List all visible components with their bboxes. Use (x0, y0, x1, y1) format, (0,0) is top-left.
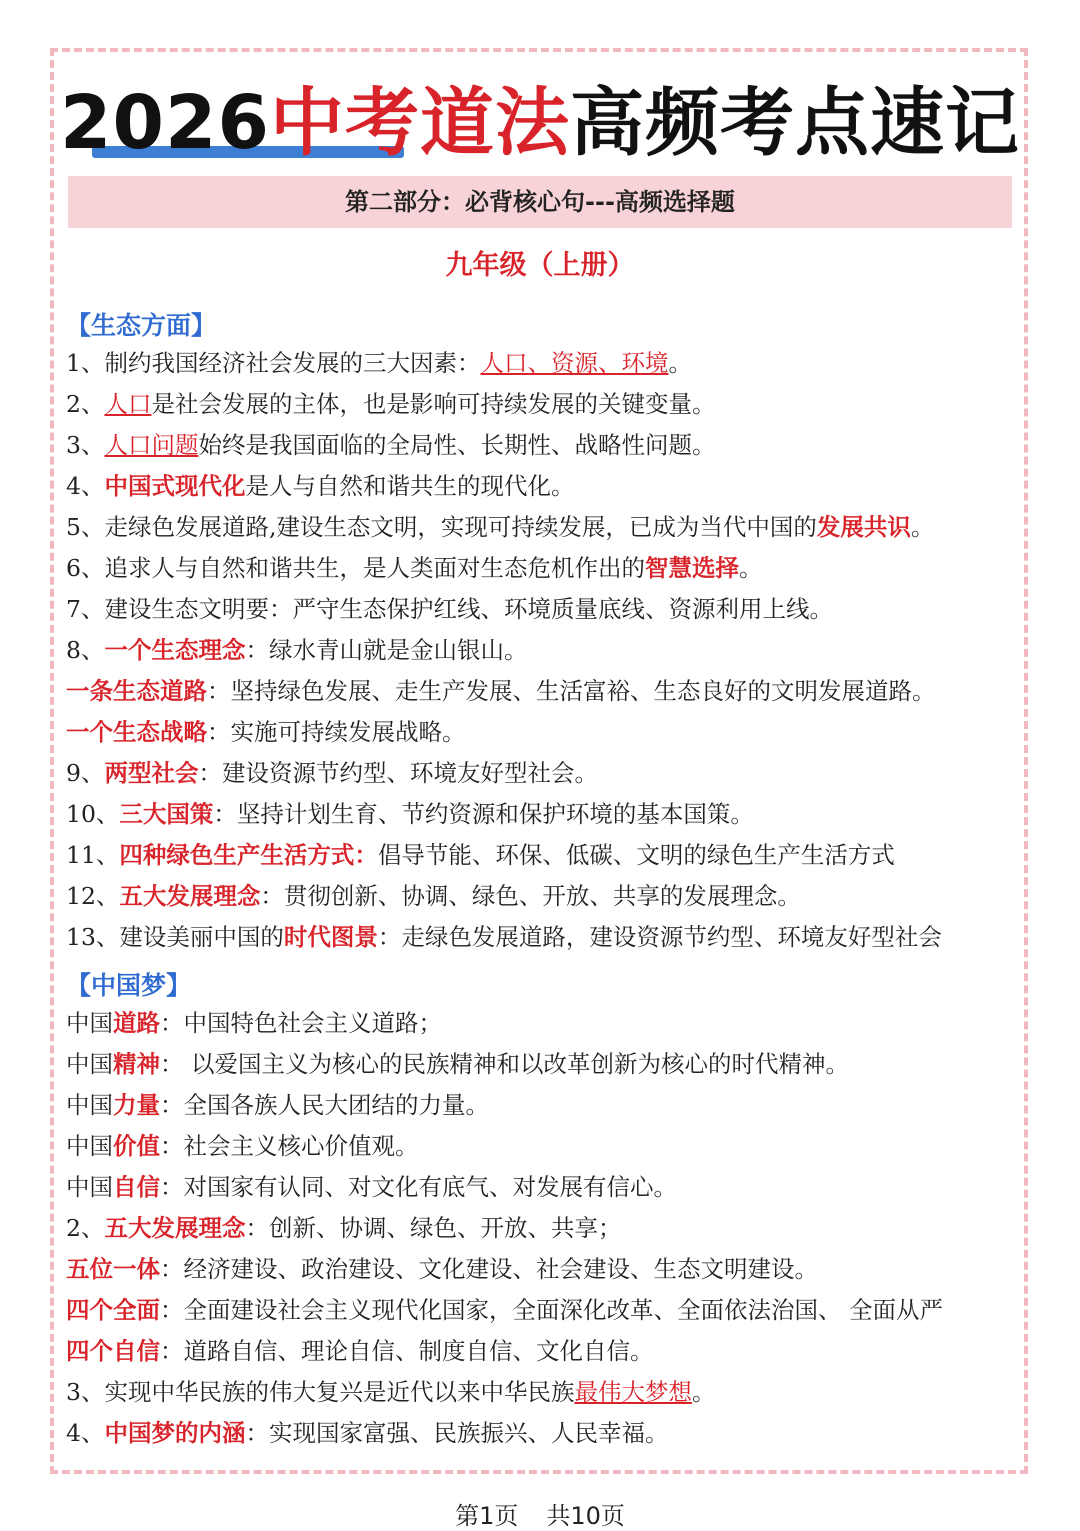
list-item (66, 389, 715, 419)
item-text: 3、实现中华民族的伟大复兴是近代以来中华民族 (66, 1378, 575, 1406)
highlight-keyword: 四种绿色生产生活方式： (119, 841, 378, 869)
item-text: ：实施可持续发展战略。 (207, 718, 466, 746)
list-item (66, 1172, 677, 1202)
highlight-keyword: 发展共识 (816, 513, 911, 541)
item-text: ：绿水青山就是金山银山。 (245, 636, 528, 664)
highlight-keyword: 中国式现代化 (104, 472, 246, 500)
list-item (66, 1254, 818, 1284)
item-text: ：社会主义核心价值观。 (160, 1132, 419, 1160)
list-item (66, 1213, 621, 1243)
highlight-keyword: 自信 (113, 1173, 160, 1201)
page-title (0, 78, 1080, 168)
page-total: 共10页 (546, 1502, 625, 1530)
item-text: 2、 (66, 390, 105, 418)
underlined-keyword: 人口问题 (104, 431, 199, 459)
page-footer (0, 1496, 1080, 1531)
item-text: 7、建设生态文明要：严守生态保护红线、环境质量底线、资源利用上线。 (66, 595, 833, 623)
title-rest: 高频考点速记 (569, 80, 1020, 166)
highlight-keyword: 三大国策 (119, 800, 214, 828)
item-text: ：建设资源节约型、环境友好型社会。 (198, 759, 598, 787)
highlight-keyword: 价值 (113, 1132, 160, 1160)
highlight-keyword: 道路 (113, 1009, 160, 1037)
highlight-keyword: 力量 (113, 1091, 160, 1119)
list-item (66, 471, 574, 501)
highlight-keyword: 四个全面 (66, 1296, 160, 1324)
item-text: ：道路自信、理论自信、制度自信、文化自信。 (160, 1337, 654, 1365)
highlight-keyword: 五位一体 (66, 1255, 160, 1283)
item-text: 8、 (66, 636, 105, 664)
highlight-keyword: 一个生态理念 (104, 636, 246, 664)
highlight-keyword: 一个生态战略 (66, 718, 207, 746)
item-text: ：对国家有认同、对文化有底气、对发展有信心。 (160, 1173, 677, 1201)
item-text: ：走绿色发展道路，建设资源节约型、环境友好型社会 (377, 923, 942, 951)
item-text: 。 (668, 349, 692, 377)
item-text: 中国 (66, 1050, 113, 1078)
list-item (66, 1336, 654, 1366)
page-number: 第1页 (455, 1502, 519, 1530)
highlight-keyword: 一条生态道路 (66, 677, 207, 705)
highlight-keyword: 时代图景 (283, 923, 378, 951)
item-text: 12、 (66, 882, 120, 910)
highlight-keyword: 五大发展理念 (119, 882, 261, 910)
list-item (66, 594, 833, 624)
item-text: 6、追求人与自然和谐共生，是人类面对生态危机作出的 (66, 554, 645, 582)
item-text: ：创新、协调、绿色、开放、共享； (245, 1214, 622, 1242)
list-item (66, 1418, 668, 1448)
list-item (66, 881, 801, 911)
item-text: ：坚持计划生育、节约资源和保护环境的基本国策。 (213, 800, 754, 828)
item-text: 5、走绿色发展道路,建设生态文明，实现可持续发展，已成为当代中国的 (66, 513, 817, 541)
title-year: 2026 (60, 80, 270, 166)
item-text: 倡导节能、环保、低碳、文明的绿色生产生活方式 (377, 841, 895, 869)
item-text: 是社会发展的主体，也是影响可持续发展的关键变量。 (151, 390, 716, 418)
item-text: ： 以爱国主义为核心的民族精神和以改革创新为核心的时代精神。 (160, 1050, 849, 1078)
list-item (66, 1377, 715, 1407)
list-item (66, 758, 598, 788)
item-text: 中国 (66, 1132, 113, 1160)
list-item (66, 430, 715, 460)
underlined-keyword: 人口 (104, 390, 152, 418)
item-text: ：坚持绿色发展、走生产发展、生活富裕、生态良好的文明发展道路。 (207, 677, 936, 705)
section-heading-ecology: 【生态方面】 (66, 311, 217, 340)
list-item (66, 553, 762, 583)
section-heading-china-dream: 【中国梦】 (66, 971, 192, 1000)
highlight-keyword: 中国梦的内涵 (104, 1419, 246, 1447)
item-text: 4、 (66, 1419, 105, 1447)
item-text: 9、 (66, 759, 105, 787)
item-text: 中国 (66, 1009, 113, 1037)
list-item (66, 348, 692, 378)
underlined-keyword: 最伟大梦想 (574, 1378, 692, 1406)
list-item (66, 1131, 419, 1161)
item-text: ：中国特色社会主义道路； (160, 1009, 442, 1037)
item-text: 4、 (66, 472, 105, 500)
grade-heading: 九年级（上册） (445, 250, 635, 281)
item-text: 13、建设美丽中国的 (66, 923, 284, 951)
item-text: 中国 (66, 1173, 113, 1201)
highlight-keyword: 两型社会 (104, 759, 199, 787)
list-item (66, 676, 936, 706)
item-text: 是人与自然和谐共生的现代化。 (245, 472, 575, 500)
item-text: 始终是我国面临的全局性、长期性、战略性问题。 (198, 431, 716, 459)
list-item (66, 512, 934, 542)
item-text: 11、 (66, 841, 120, 869)
item-text: 3、 (66, 431, 105, 459)
item-text: ：全面建设社会主义现代化国家，全面深化改革、全面依法治国、 全面从严 (160, 1296, 943, 1324)
item-text: 。 (738, 554, 763, 582)
item-text: ：全国各族人民大团结的力量。 (160, 1091, 489, 1119)
title-red: 中考道法 (269, 80, 570, 166)
list-item (66, 922, 942, 952)
item-text: 2、 (66, 1214, 105, 1242)
list-item (66, 799, 754, 829)
list-item (66, 1090, 489, 1120)
item-text: 。 (691, 1378, 716, 1406)
highlight-keyword: 四个自信 (66, 1337, 160, 1365)
highlight-keyword: 五大发展理念 (104, 1214, 246, 1242)
item-text: 1、制约我国经济社会发展的三大因素： (66, 349, 481, 377)
list-item (66, 1049, 849, 1079)
item-text: ：实现国家富强、民族振兴、人民幸福。 (245, 1419, 669, 1447)
item-text: 中国 (66, 1091, 113, 1119)
list-item (66, 635, 527, 665)
highlight-keyword: 精神 (113, 1050, 160, 1078)
section-banner: 第二部分：必背核心句---高频选择题 (68, 176, 1012, 228)
list-item (66, 1295, 943, 1325)
highlight-keyword: 智慧选择 (644, 554, 739, 582)
list-item (66, 1008, 442, 1038)
item-text: 。 (910, 513, 935, 541)
item-text: 10、 (66, 800, 120, 828)
underlined-keyword: 人口、资源、环境 (480, 349, 669, 377)
item-text: ：经济建设、政治建设、文化建设、社会建设、生态文明建设。 (160, 1255, 818, 1283)
list-item (66, 717, 466, 747)
list-item (66, 840, 895, 870)
item-text: ：贯彻创新、协调、绿色、开放、共享的发展理念。 (260, 882, 801, 910)
